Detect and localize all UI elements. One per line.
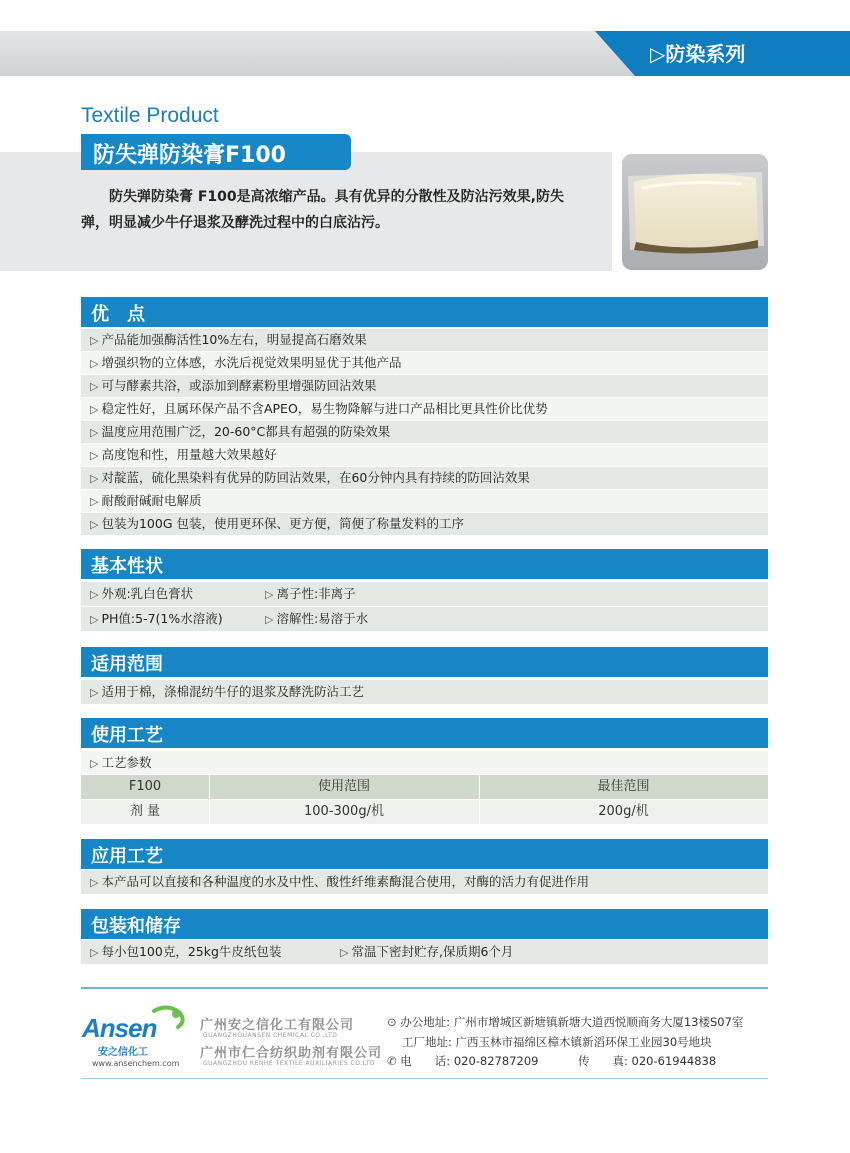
scope-row: ▷ 适用于棉，涤棉混纺牛仔的退浆及酵洗防沾工艺 (81, 680, 768, 704)
property-row: ▷ 外观:乳白色膏状 ▷ 离子性:非离子 (81, 582, 768, 606)
triangle-icon: ▷ (90, 946, 99, 959)
application-title: 应用工艺 (91, 846, 163, 867)
table-header-cell: 使用范围 (317, 779, 370, 794)
triangle-icon: ▷ (90, 686, 99, 699)
advantage-item: ▷ 产品能加强酶活性10%左右，明显提高石磨效果 (81, 329, 768, 351)
intro-text: 防失弹防染膏 F100是高浓缩产品。具有优异的分散性及防沾污效果,防失弹，明显减少牛仔退浆及酵洗过程中的白底沾污。 (81, 189, 564, 231)
company1-name: 广州安之信化工有限公司 (200, 1018, 355, 1033)
triangle-icon: ▷ (90, 518, 99, 531)
triangle-icon: ▷ (90, 613, 99, 626)
triangle-icon: ▷ (90, 876, 99, 889)
triangle-icon: ▷ (90, 757, 99, 770)
advantage-item: ▷ 包装为100G 包装，使用更环保、更方便，简便了称量发料的工序 (81, 513, 768, 535)
process-table-header (81, 775, 768, 799)
packaging-title: 包装和储存 (91, 916, 181, 937)
triangle-icon: ▷ (90, 588, 99, 601)
scope-header (81, 647, 768, 677)
website: www.ansenchem.com (92, 1059, 180, 1068)
triangle-icon: ▷ (90, 472, 99, 485)
product-photo (622, 154, 768, 270)
office-address: ⊙ 办公地址: 广州市增城区新塘镇新塘大道西悦顺商务大厦13楼S07室 (387, 1015, 744, 1029)
phone-icon: ✆ (387, 1054, 401, 1068)
table-cell: 100-300g/机 (304, 804, 384, 819)
table-cell: 200g/机 (598, 804, 649, 819)
triangle-icon: ▷ (90, 449, 99, 462)
table-header-cell: 最佳范围 (597, 779, 650, 794)
phone: ✆ 电 话: 020-82787209 (387, 1054, 539, 1068)
logo-cn: 安之信化工 (98, 1047, 148, 1058)
table-divider (209, 775, 210, 824)
logo-text: Ansen (82, 1013, 157, 1043)
triangle-icon: ▷ (90, 380, 99, 393)
advantages-header (81, 297, 768, 327)
company1-en: GUANGZHOUANSEN CHEMICAL CO.,LTD (203, 1032, 338, 1039)
location-icon: ⊙ (387, 1015, 401, 1029)
process-title: 使用工艺 (91, 725, 163, 746)
footer-bottom-line (81, 1078, 768, 1079)
properties-title: 基本性状 (91, 556, 163, 577)
advantage-item: ▷ 耐酸耐碱耐电解质 (81, 490, 768, 512)
factory-address: 工厂地址: 广西玉林市福绵区樟木镇新滔环保工业园30号地块 (402, 1035, 712, 1049)
table-divider (479, 775, 480, 824)
triangle-icon: ▷ (90, 426, 99, 439)
table-header-cell: F100 (128, 779, 162, 794)
advantage-item: ▷ 可与酵素共浴，或添加到酵素粉里增强防回沾效果 (81, 375, 768, 397)
subtitle-en: Textile Product (81, 104, 219, 127)
fax: 传 真: 020-61944838 (578, 1054, 717, 1068)
triangle-icon: ▷ (90, 403, 99, 416)
packaging-row: ▷ 每小包100克，25kg牛皮纸包装 ▷ 常温下密封贮存,保质期6个月 (81, 940, 768, 964)
advantage-item: ▷ 稳定性好，且属环保产品不含APEO，易生物降解与进口产品相比更具性价比优势 (81, 398, 768, 420)
advantage-item: ▷ 温度应用范围广泛，20-60°C都具有超强的防染效果 (81, 421, 768, 443)
advantage-item: ▷ 高度饱和性，用量越大效果越好 (81, 444, 768, 466)
triangle-icon: ▷ (90, 357, 99, 370)
application-header (81, 839, 768, 869)
triangle-icon: ▷ (265, 588, 274, 601)
process-param-row: ▷ 工艺参数 (81, 751, 768, 774)
triangle-icon: ▷ (265, 613, 274, 626)
series-label: ▷防染系列 (650, 42, 746, 66)
application-row: ▷ 本产品可以直接和各种温度的水及中性、酸性纤维素酶混合使用，对酶的活力有促进作用 (81, 870, 768, 894)
packaging-header (81, 909, 768, 939)
property-row: ▷ PH值:5-7(1%水溶液) ▷ 溶解性:易溶于水 (81, 607, 768, 631)
process-header (81, 718, 768, 748)
advantage-item: ▷ 对靛蓝，硫化黑染料有优异的防回沾效果，在60分钟内具有持续的防回沾效果 (81, 467, 768, 489)
triangle-icon: ▷ (90, 495, 99, 508)
triangle-icon: ▷ (340, 946, 349, 959)
scope-title: 适用范围 (91, 654, 163, 675)
company2-name: 广州市仁合纺织助剂有限公司 (200, 1046, 383, 1061)
process-table-row (81, 800, 768, 824)
product-title: 防失弹防染膏F100 (93, 143, 286, 168)
properties-header (81, 549, 768, 579)
company2-en: GUANGZHOU RENHE TEXTILE AUXILIARIES CO.LTD (203, 1060, 375, 1067)
advantage-item: ▷ 增强织物的立体感，水洗后视觉效果明显优于其他产品 (81, 352, 768, 374)
table-cell: 剂 量 (129, 804, 161, 819)
footer-divider (81, 987, 768, 989)
advantages-title: 优 点 (91, 304, 145, 325)
triangle-icon: ▷ (90, 334, 99, 347)
